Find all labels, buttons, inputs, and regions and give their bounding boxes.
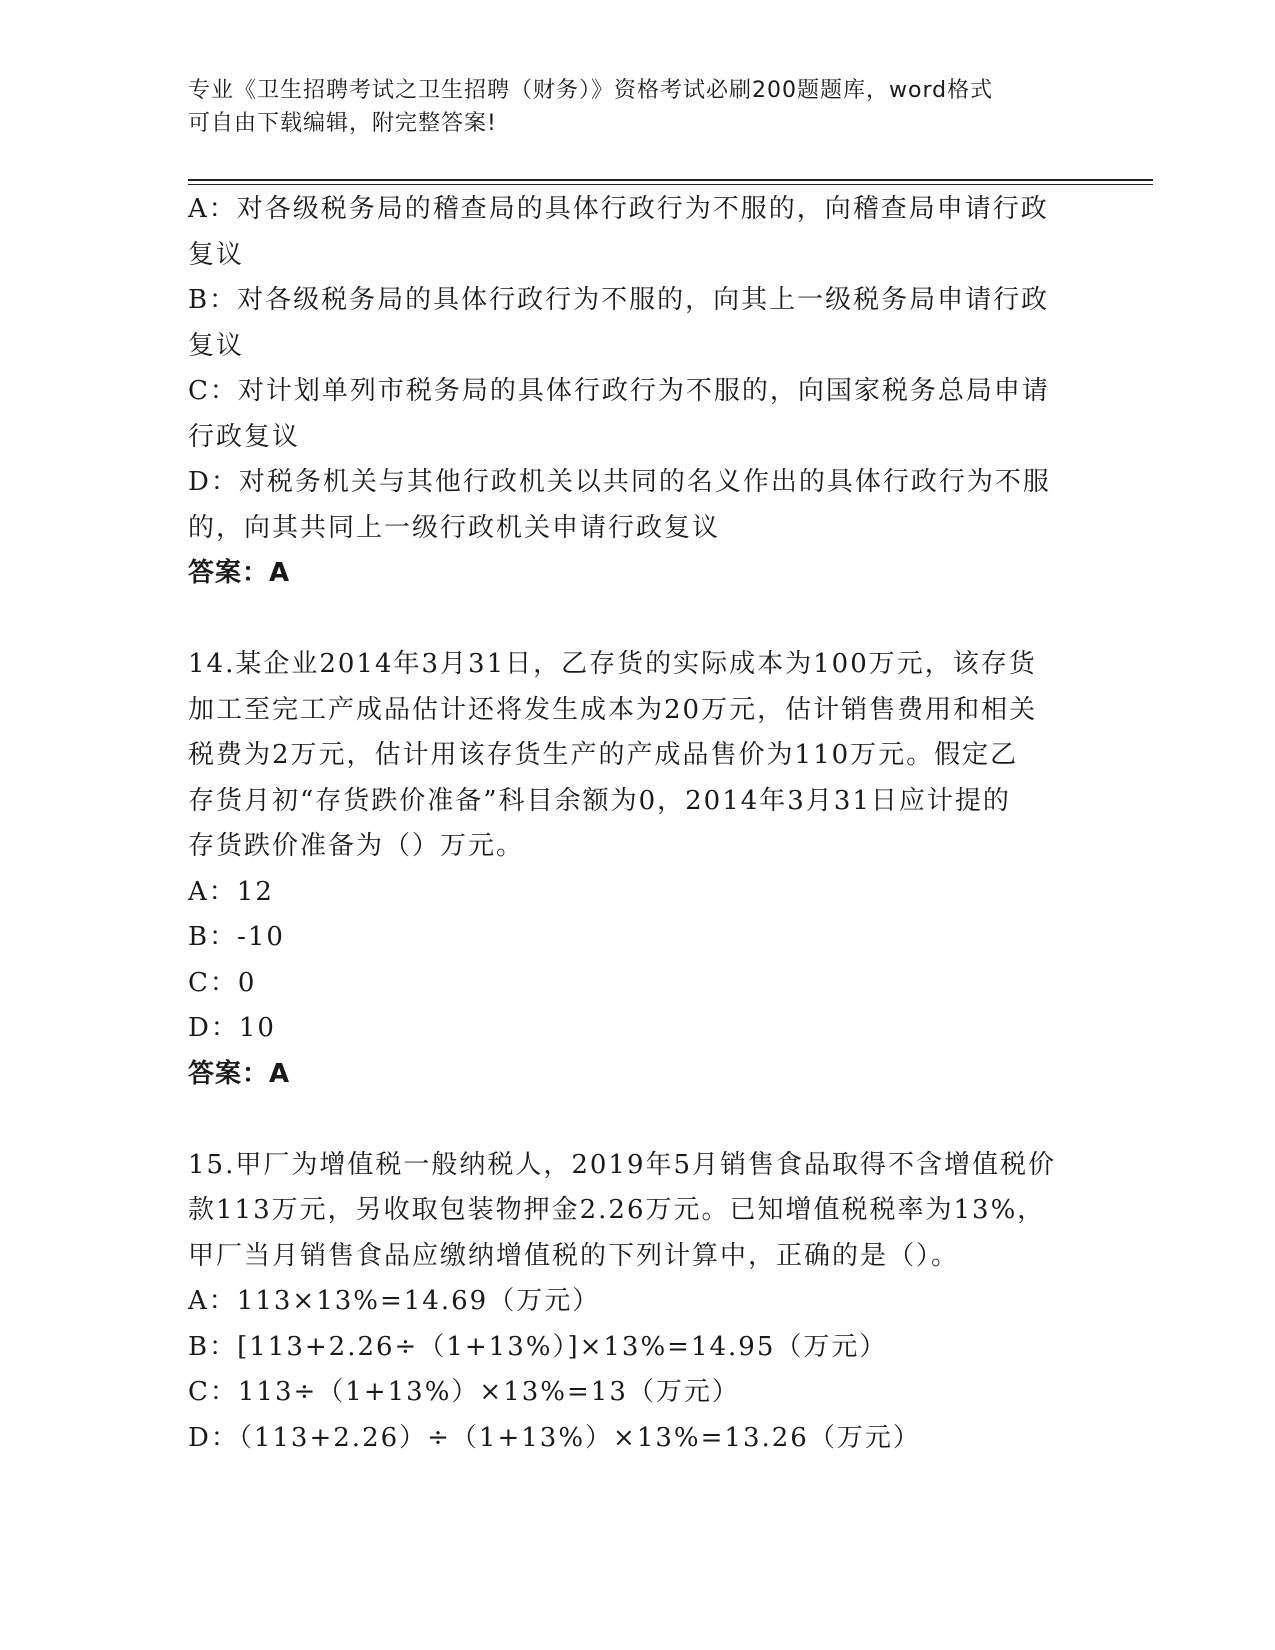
q15-stem-line-2: 款113万元，另收取包装物押金2.26万元。已知增值税税率为13%， — [188, 1195, 1046, 1225]
q14-stem-line-4: 存货月初“存货跌价准备”科目余额为0，2014年3月31日应计提的 — [188, 785, 1011, 816]
question-content — [188, 187, 1088, 1461]
q14-option-b: B：-10 — [188, 922, 285, 952]
q15-option-d: D：（113+2.26）÷（1+13%）×13%=13.26（万元） — [188, 1422, 921, 1453]
q14-option-c: C：0 — [188, 967, 257, 998]
q15-stem-line-1: 15.甲厂为增值税一般纳税人，2019年5月销售食品取得不含增值税价 — [188, 1149, 1057, 1180]
question-14-block — [188, 642, 1088, 1097]
q14-stem-line-5: 存货跌价准备为（）万元。 — [188, 831, 525, 861]
q15-option-a: A：113×13%=14.69（万元） — [188, 1286, 601, 1316]
q13-option-c-line-1: C：对计划单列市税务局的具体行政行为不服的，向国家税务总局申请 — [188, 376, 1050, 406]
q14-stem-line-1: 14.某企业2014年3月31日，乙存货的实际成本为100万元，该存货 — [188, 649, 1037, 679]
q13-option-a-line-1: A：对各级税务局的稽查局的具体行政行为不服的，向稽查局申请行政 — [188, 194, 1049, 224]
question-13-block — [188, 187, 1088, 597]
header-divider-thin — [188, 184, 1153, 185]
header-title-line-2: 可自由下载编辑，附完整答案! — [188, 111, 497, 136]
q13-answer: 答案：A — [188, 558, 291, 588]
header-title-line-1: 专业《卫生招聘考试之卫生招聘（财务）》资格考试必刷200题题库，word格式 — [188, 78, 994, 103]
q15-option-b: B：[113+2.26÷（1+13%）]×13%=14.95（万元） — [188, 1331, 888, 1362]
q14-stem-line-3: 税费为2万元，估计用该存货生产的产成品售价为110万元。假定乙 — [188, 740, 1019, 770]
q13-option-d-line-2: 的，向其共同上一级行政机关申请行政复议 — [188, 512, 721, 543]
header-divider-thick — [188, 179, 1153, 181]
document-header — [188, 74, 1088, 140]
q14-answer: 答案：A — [188, 1058, 291, 1089]
spacer — [188, 597, 1088, 643]
q15-option-c: C：113÷（1+13%）×13%=13（万元） — [188, 1377, 740, 1407]
spacer — [188, 1097, 1088, 1143]
q14-option-a: A：12 — [188, 876, 274, 907]
q13-option-b-line-1: B：对各级税务局的具体行政行为不服的，向其上一级税务局申请行政 — [188, 285, 1050, 315]
q13-option-b-line-2: 复议 — [188, 330, 245, 361]
q14-stem-line-2: 加工至完工产成品估计还将发生成本为20万元，估计销售费用和相关 — [188, 694, 1038, 725]
q15-stem-line-3: 甲厂当月销售食品应缴纳增值税的下列计算中，正确的是（）。 — [188, 1240, 960, 1271]
q13-option-d-line-1: D：对税务机关与其他行政机关以共同的名义作出的具体行政行为不服 — [188, 467, 1051, 497]
question-15-block — [188, 1143, 1088, 1462]
q14-option-d: D：10 — [188, 1013, 276, 1043]
q13-option-a-line-2: 复议 — [188, 239, 245, 270]
q13-option-c-line-2: 行政复议 — [188, 421, 301, 452]
